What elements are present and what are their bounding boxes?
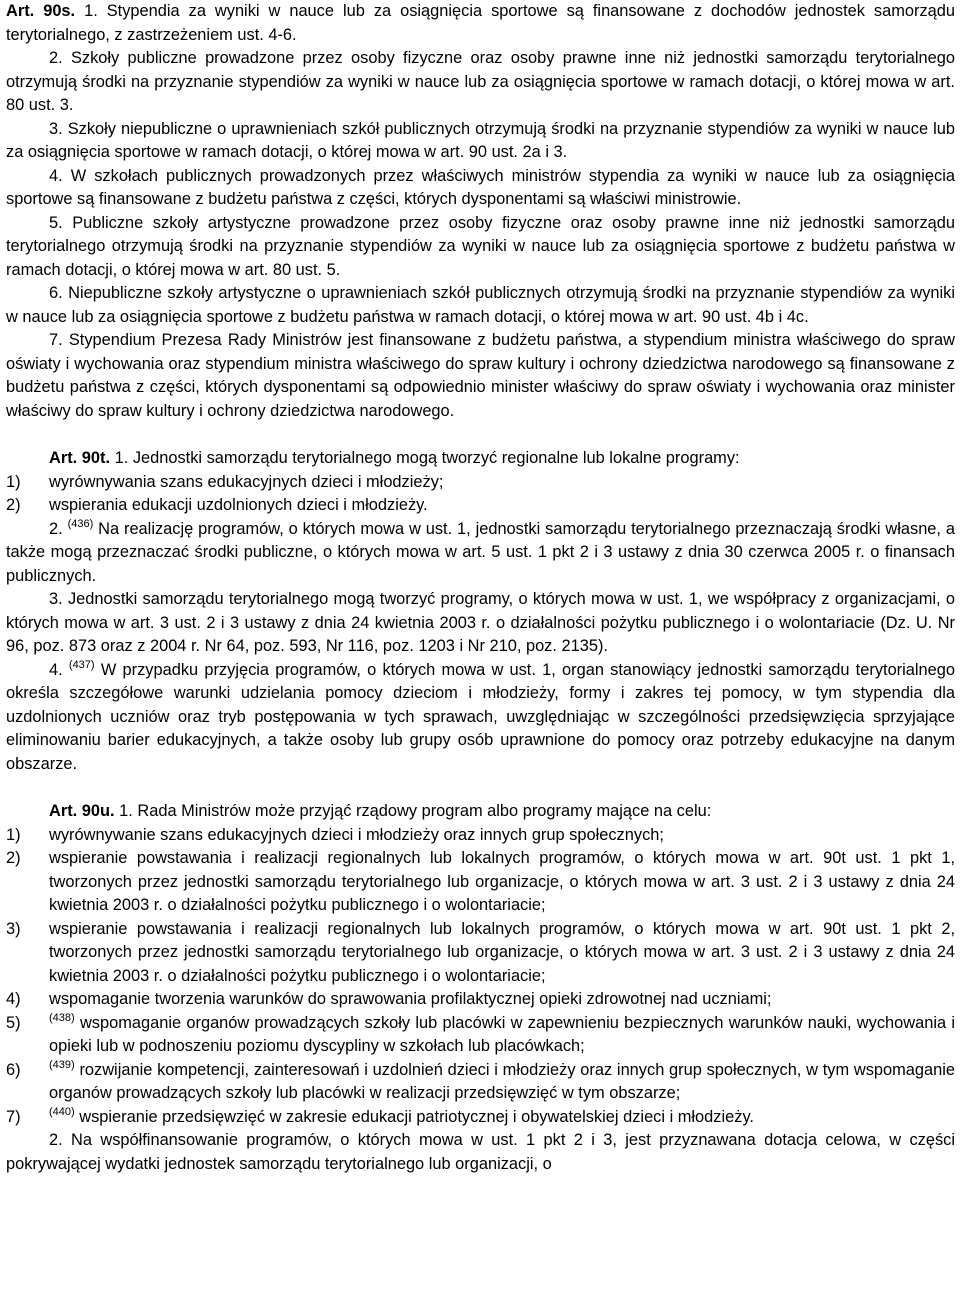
article-heading: Art. 90s. — [6, 2, 76, 20]
paragraph-number: 2. — [49, 519, 63, 538]
list-item-text: wspierania edukacji uzdolnionych dzieci i młodzieży. — [49, 496, 428, 514]
footnote-reference: (439) — [49, 1058, 75, 1071]
article-90u-ust-2: 2. Na współfinansowanie programów, o których mowa w ust. 1 pkt 2 i 3, jest przyznawana dotacja celowa, w części pokrywającej wydatki jednostek samorządu terytorialnego lub organizacji, o — [6, 1131, 955, 1173]
list-item-text: wspieranie powstawania i realizacji regionalnych lub lokalnych programów, o których mowa w art. 90t ust. 1 pkt 1, tworzonych przez jednostki samorządu terytorialnego lub organizacje, o których mowa w art. 3 ust. 2 i 3 ustawy z dnia 24 kwietnia 2003 r. o działalności pożytku publicznego i o wolontariacie; — [49, 849, 955, 914]
paragraph-text: Na realizację programów, o których mowa w ust. 1, jednostki samorządu terytorialnego przeznaczają środki własne, a także mogą przeznaczać środki publiczne, o których mowa w art. 5 ust. 1 pkt 2 i 3 ustawy z dnia 30 czerwca 2005 r. o finansach publicznych. — [6, 519, 955, 585]
article-90t-ust-1 — [6, 447, 955, 471]
list-item — [6, 988, 955, 1012]
list-item-number: 7) — [6, 1107, 21, 1126]
list-item — [6, 847, 955, 918]
list-item-number: 1) — [6, 472, 21, 491]
list-item-number: 2) — [6, 496, 21, 514]
article-90s-ust-1 — [6, 0, 955, 47]
list-item — [6, 824, 955, 848]
list-item-text: wyrównywania szans edukacyjnych dzieci i młodzieży; — [49, 472, 444, 491]
paragraph-text: 1. Stypendia za wyniki w nauce lub za osiągnięcia sportowe są finansowane z dochodów jednostek samorządu terytorialnego, z zastrzeżeniem ust. 4-6. — [6, 2, 955, 44]
article-90t-ust-2 — [6, 518, 955, 589]
article-90s-ust-3: 3. Szkoły niepubliczne o uprawnieniach szkół publicznych otrzymują środki na przyznanie stypendiów za wyniki w nauce lub za osiągnięcia sportowe w ramach dotacji, o której mowa w art. 90 ust. 2a i 3. — [6, 119, 955, 161]
article-90s-ust-2: 2. Szkoły publiczne prowadzone przez osoby fizyczne oraz osoby prawne inne niż jednostki samorządu terytorialnego otrzymują środki na przyznanie stypendiów za wyniki w nauce lub za osiągnięcia sportowe w ramach dotacji, o której mowa w art. 80 ust. 3. — [6, 49, 955, 114]
footnote-reference: (437) — [68, 658, 95, 671]
list-item-text: wspieranie przedsięwzięć w zakresie edukacji patriotycznej i obywatelskiej dzieci i młodzieży. — [79, 1107, 754, 1126]
article-90t — [6, 447, 955, 776]
article-90s-ust-6: 6. Niepubliczne szkoły artystyczne o uprawnieniach szkół publicznych otrzymują środki na przyznanie stypendiów za wyniki w nauce lub za osiągnięcia sportowe z budżetu państwa w ramach dotacji, o której mowa w art. 90 ust. 4b i 4c. — [6, 284, 955, 326]
list-item — [6, 1012, 955, 1059]
paragraph-text: W przypadku przyjęcia programów, o których mowa w ust. 1, organ stanowiący jednostki samorządu terytorialnego określa szczegółowe warunki udzielania pomocy dzieciom i młodzieży, formy i zakres tej pomocy, w tym stypendia dla uzdolnionych uczniów oraz tryb postępowania w tych sprawach, uwzględniając w szczególności przedsięwzięcia sprzyjające eliminowaniu barier edukacyjnych, a także osoby lub grupy osób uprawnione do pomocy oraz potrzeby edukacyjne na danym obszarze. — [6, 660, 955, 773]
article-90t-ust-3: 3. Jednostki samorządu terytorialnego mogą tworzyć programy, o których mowa w ust. 1, we współpracy z organizacjami, o których mowa w art. 3 ust. 2 i 3 ustawy z dnia 24 kwietnia 2003 r. o działalności pożytku publicznego i o wolontariacie (Dz. U. Nr 96, poz. 873 oraz z 2004 r. Nr 64, poz. 593, Nr 116, poz. 1203 i Nr 210, poz. 2135). — [6, 590, 955, 655]
footnote-reference: (440) — [49, 1105, 75, 1118]
footnote-reference: (436) — [67, 517, 94, 530]
paragraph-text: 1. Rada Ministrów może przyjąć rządowy program albo programy mające na celu: — [119, 802, 712, 820]
list-item — [6, 471, 955, 495]
list-item-text: wyrównywanie szans edukacyjnych dzieci i młodzieży oraz innych grup społecznych; — [49, 825, 664, 844]
list-item-text: wspomaganie organów prowadzących szkoły lub placówki w zapewnieniu bezpiecznych warunków nauki, wychowania i opieki lub w podnoszeniu poziomu dyscypliny w szkołach lub placówkach; — [49, 1013, 955, 1055]
article-90s-ust-4: 4. W szkołach publicznych prowadzonych przez właściwych ministrów stypendia za wyniki w nauce lub za osiągnięcia sportowe są finansowane z budżetu państwa z części, których dysponentami są właściwi ministrowie. — [6, 166, 955, 208]
list-item-number: 3) — [6, 919, 21, 938]
list-item-number: 1) — [6, 825, 21, 844]
list-item-number: 6) — [6, 1060, 21, 1079]
article-90s — [6, 0, 955, 423]
list-item-number: 4) — [6, 990, 21, 1008]
footnote-reference: (438) — [49, 1011, 75, 1024]
article-90u-ust-1 — [6, 800, 955, 824]
article-90t-ust-4 — [6, 659, 955, 777]
paragraph-number: 4. — [49, 660, 63, 679]
list-item — [6, 918, 955, 989]
list-item — [6, 1059, 955, 1106]
list-item-text: rozwijanie kompetencji, zainteresowań i uzdolnień dzieci i młodzieży oraz innych grup społecznych, w tym wspomaganie organów prowadzących szkoły lub placówki w realizacji przedsięwzięć w tym obszarze; — [49, 1060, 955, 1102]
article-heading: Art. 90t. — [49, 449, 111, 467]
article-heading: Art. 90u. — [49, 802, 115, 820]
list-item — [6, 1106, 955, 1130]
list-item-text: wspieranie powstawania i realizacji regionalnych lub lokalnych programów, o których mowa w art. 90t ust. 1 pkt 2, tworzonych przez jednostki samorządu terytorialnego lub organizacje, o których mowa w art. 3 ust. 2 i 3 ustawy z dnia 24 kwietnia 2003 r. o działalności pożytku publicznego i o wolontariacie; — [49, 919, 955, 985]
list-item-number: 5) — [6, 1013, 21, 1032]
article-90s-ust-7: 7. Stypendium Prezesa Rady Ministrów jest finansowane z budżetu państwa, a stypendium ministra właściwego do spraw oświaty i wychowania oraz stypendium ministra właściwego do spraw kultury i ochrony dziedzictwa narodowego są finansowane z budżetu państwa z części, których dysponentami są odpowiednio minister właściwy do spraw oświaty i wychowania oraz minister właściwy do spraw kultury i ochrony dziedzictwa narodowego. — [6, 331, 955, 420]
article-90s-ust-5: 5. Publiczne szkoły artystyczne prowadzone przez osoby fizyczne oraz osoby prawne inne niż jednostki samorządu terytorialnego otrzymują środki na przyznanie stypendiów za wyniki w nauce lub za osiągnięcia sportowe z budżetu państwa w ramach dotacji, o której mowa w art. 80 ust. 5. — [6, 213, 955, 279]
list-item — [6, 494, 955, 518]
paragraph-text: 1. Jednostki samorządu terytorialnego mogą tworzyć regionalne lub lokalne programy: — [114, 449, 740, 467]
article-90u — [6, 800, 955, 1176]
list-item-text: wspomaganie tworzenia warunków do sprawowania profilaktycznej opieki zdrowotnej nad uczniami; — [49, 990, 772, 1008]
list-item-number: 2) — [6, 849, 21, 867]
